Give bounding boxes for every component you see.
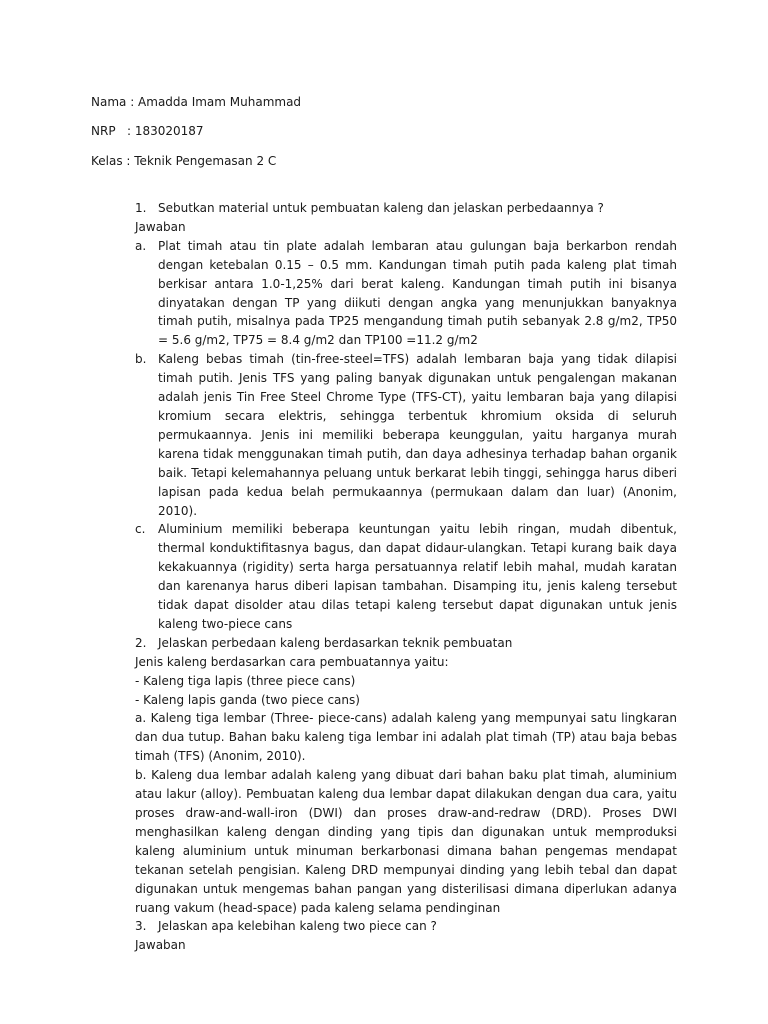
item-text: Plat timah atau tin plate adalah lembaran atau gulungan baja berkarbon rendah dengan ketebalan 0.15 – 0.5 mm. Kandungan timah putih pada kaleng plat timah berkisar antara 1.0-1,25% dari berat kaleng. Kandungan timah putih ini bisanya dinyatakan dengan TP yang diikuti dengan angka yang menunjukkan banyaknya timah putih, misalnya pada TP25 mengandung timah putih sebanyak 2.8 g/m2, TP50 = 5.6 g/m2, TP75 = 8.4 g/m2 dan TP100 =11.2 g/m2: [158, 238, 677, 348]
paragraph-b: b. Kaleng dua lembar adalah kaleng yang dibuat dari bahan baku plat timah, aluminium atau lakur (alloy). Pembuatan kaleng dua lembar dapat dilakukan dengan dua cara, yaitu proses draw-and-wall-iron (DWI) dan proses draw-and-redraw (DRD). Proses DWI menghasilkan kaleng dengan dinding yang tipis dan digunakan untuk memproduksi kaleng aluminium untuk minuman berkarbonasi dimana bahan pengemas mendapat tekanan setelah pengisian. Kaleng DRD mempunyai dinding yang lebih tebal dan dapat digunakan untuk mengemas bahan pangan yang disterilisasi dimana diperlukan adanya ruang vakum (head-space) pada kaleng selama pendinginan: [135, 768, 677, 915]
item-marker: a.: [135, 238, 147, 253]
question-1: [135, 199, 677, 218]
question-number: 1.: [135, 201, 147, 215]
item-marker: b.: [135, 352, 147, 367]
list-item: - Kaleng lapis ganda (two piece cans): [135, 692, 360, 707]
student-nrp: NRP : 183020187: [91, 124, 204, 138]
answer-label: Jawaban: [135, 938, 186, 953]
question-text: Jelaskan perbedaan kaleng berdasarkan teknik pembuatan: [158, 635, 513, 650]
answer-item-c: [135, 520, 677, 633]
answer-item-a: [135, 237, 677, 350]
item-marker: c.: [135, 522, 146, 537]
student-name: Nama : Amadda Imam Muhammad: [91, 95, 302, 109]
item-text: Kaleng bebas timah (tin-free-steel=TFS) adalah lembaran baja yang tidak dilapisi timah putih. Jenis TFS yang paling banyak digunakan untuk pengalengan makanan adalah jenis Tin Free Steel Chrome Type (TFS-CT), yaitu lembaran baja yang dilapisi kromium secara elektris, sehingga terbentuk khromium oksida di seluruh permukaannya. Jenis ini memiliki beberapa keunggulan, yaitu harganya murah karena tidak menggunakan timah putih, dan daya adhesinya terhadap bahan organik baik. Tetapi kelemahannya peluang untuk berkarat lebih tinggi, sehingga harus diberi lapisan pada kedua belah permukaannya (permukaan dalam dan luar) (Anonim, 2010).: [158, 352, 677, 518]
document-body: [135, 199, 677, 955]
item-text: Aluminium memiliki beberapa keuntungan yaitu lebih ringan, mudah dibentuk, thermal konduktifitasnya bagus, dan dapat didaur-ulangkan. Tetapi kurang baik daya kekakuannya (rigidity) serta harga persatuannya relatif lebih mahal, mudah karatan dan karenanya harus diberi lapisan tambahan. Disamping itu, jenis kaleng tersebut tidak dapat disolder atau dilas tetapi kaleng tersebut dapat digunakan untuk jenis kaleng two-piece cans: [158, 522, 677, 631]
question-3: [135, 917, 677, 936]
question-text: Jelaskan apa kelebihan kaleng two piece can ?: [158, 919, 437, 934]
answer-item-b: [135, 350, 677, 520]
question-number: 3.: [135, 919, 147, 934]
question-number: 2.: [135, 635, 147, 650]
answer-label: Jawaban: [135, 219, 186, 234]
list-item: - Kaleng tiga lapis (three piece cans): [135, 673, 356, 688]
answer-intro: Jenis kaleng berdasarkan cara pembuatannya yaitu:: [135, 654, 449, 669]
paragraph-a: a. Kaleng tiga lembar (Three- piece-cans) adalah kaleng yang mempunyai satu lingkaran dan dua tutup. Bahan baku kaleng tiga lembar ini adalah plat timah (TP) atau baja bebas timah (TFS) (Anonim, 2010).: [135, 711, 677, 764]
student-class: Kelas : Teknik Pengemasan 2 C: [91, 154, 277, 168]
question-text: Sebutkan material untuk pembuatan kaleng dan jelaskan perbedaannya ?: [158, 201, 604, 215]
question-2: [135, 634, 677, 653]
